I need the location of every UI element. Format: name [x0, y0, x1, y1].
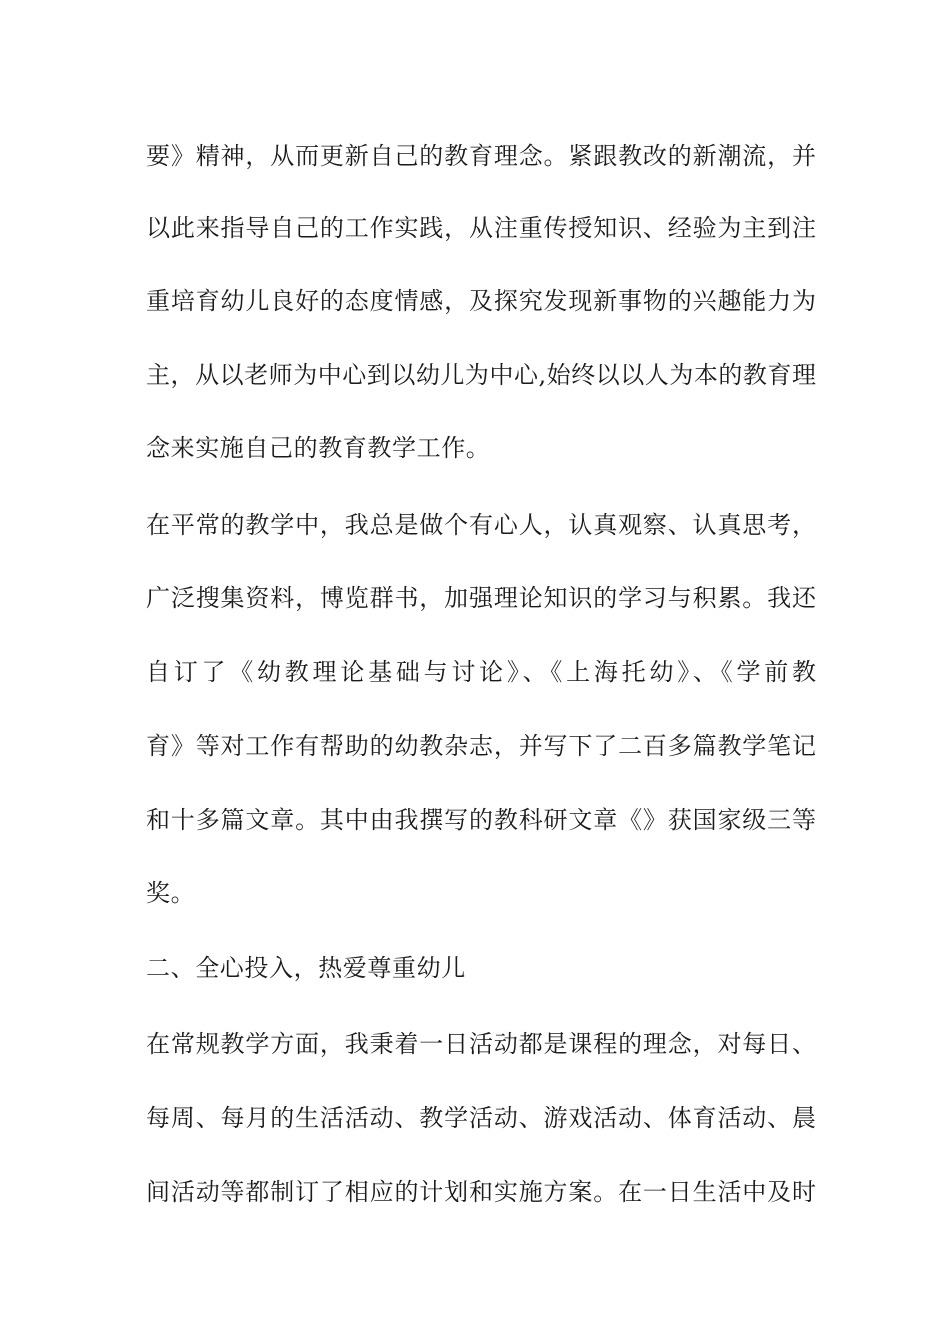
- section-heading: 二、全心投入，热爱尊重幼儿: [146, 954, 466, 982]
- text-line: 在常规教学方面，我秉着一日活动都是课程的理念，对每日、: [146, 1030, 816, 1058]
- text-line: 自订了《幼教理论基础与讨论》、《上海托幼》、《学前教: [146, 658, 816, 686]
- text-line: 要》精神，从而更新自己的教育理念。紧跟教改的新潮流，并: [146, 142, 816, 170]
- text-line: 在平常的教学中，我总是做个有心人，认真观察、认真思考，: [146, 511, 816, 539]
- text-line: 每周、每月的生活活动、教学活动、游戏活动、体育活动、晨: [146, 1104, 816, 1132]
- text-line: 重培育幼儿良好的态度情感，及探究发现新事物的兴趣能力为: [146, 287, 816, 315]
- text-line: 以此来指导自己的工作实践，从注重传授知识、经验为主到注: [146, 214, 816, 242]
- text-line: 奖。: [146, 879, 196, 907]
- text-line: 和十多篇文章。其中由我撰写的教科研文章《》获国家级三等: [146, 806, 816, 834]
- text-line: 念来实施自己的教育教学工作。: [146, 434, 491, 462]
- text-line: 育》等对工作有帮助的幼教杂志，并写下了二百多篇教学笔记: [146, 732, 816, 760]
- text-line: 主，从以老师为中心到以幼儿为中心,始终以以人为本的教育理: [146, 361, 816, 389]
- text-line: 广泛搜集资料，博览群书，加强理论知识的学习与积累。我还: [146, 584, 816, 612]
- text-line: 间活动等都制订了相应的计划和实施方案。在一日生活中及时: [146, 1178, 816, 1206]
